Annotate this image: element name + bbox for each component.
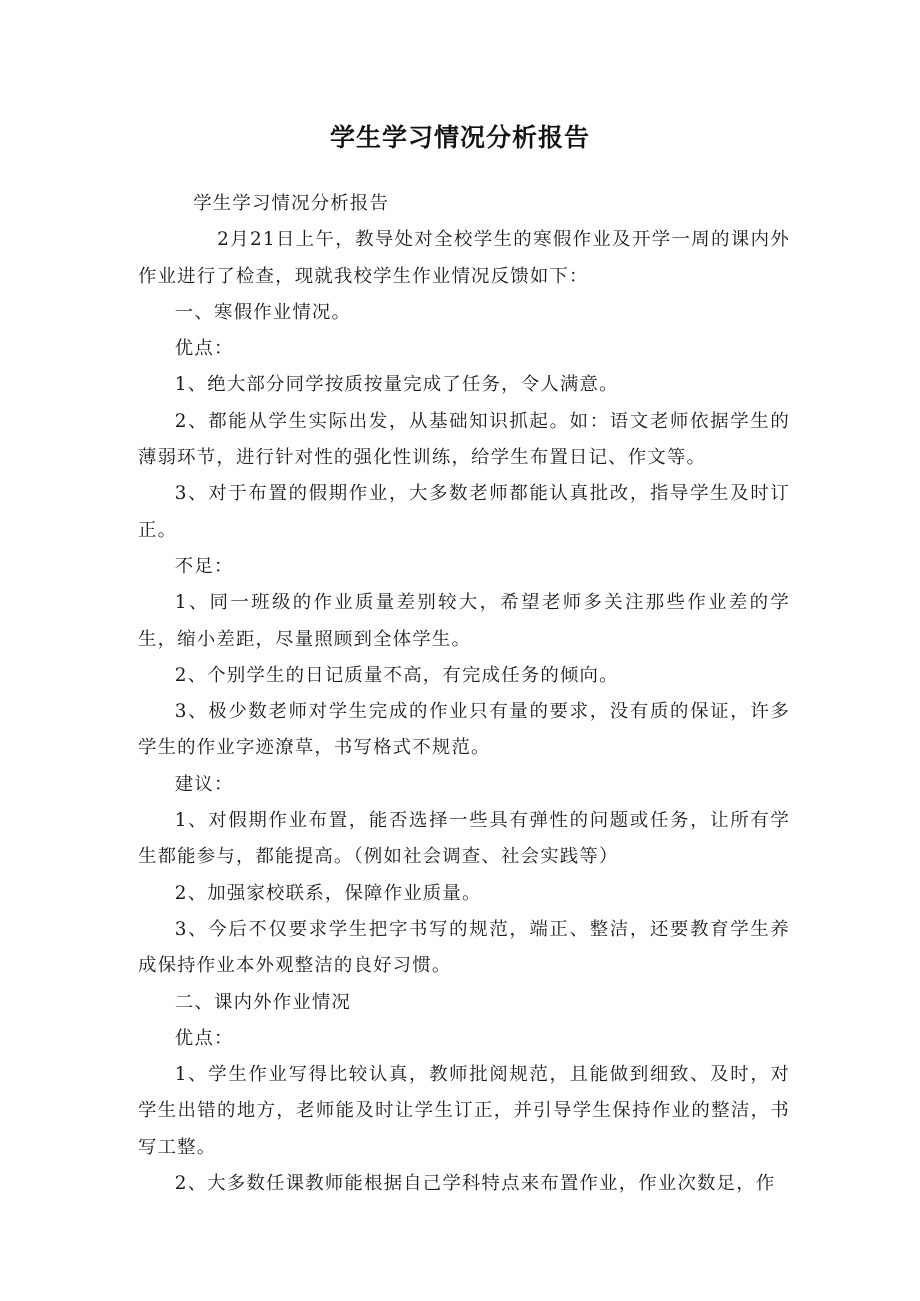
section-heading-class-homework: 二、课内外作业情况 [174,991,352,1013]
list-item: 1、同一班级的作业质量差别较大，希望老师多关注那些作业差的学生，缩小差距，尽量照顾到全体学生。 [138,592,790,650]
subheading-weaknesses: 不足： [174,555,234,577]
list-item: 1、对假期作业布置，能否选择一些具有弹性的问题或任务，让所有学生都能参与，都能提高。（例如社会调查、社会实践等） [138,810,790,868]
paragraph-intro: 2月21日上午，教导处对全校学生的寒假作业及开学一周的课内外作业进行了检查，现就我校学生作业情况反馈如下： [138,229,790,287]
section-heading-winter-homework: 一、寒假作业情况。 [174,301,352,323]
list-item: 1、绝大部分同学按质按量完成了任务，令人满意。 [174,374,619,396]
subheading-strengths: 优点： [174,1027,234,1049]
list-item: 2、大多数任课教师能根据自己学科特点来布置作业，作业次数足，作 [174,1173,776,1195]
list-item: 2、都能从学生实际出发，从基础知识抓起。如：语文老师依据学生的薄弱环节，进行针对性的强化性训练，给学生布置日记、作文等。 [138,410,790,469]
subheading-strengths: 优点： [174,338,234,360]
list-item: 2、个别学生的日记质量不高，有完成任务的倾向。 [174,664,619,686]
list-item: 3、极少数老师对学生完成的作业只有量的要求，没有质的保证，许多学生的作业字迹潦草，书写格式不规范。 [138,701,790,759]
subheading-suggestions: 建议： [174,773,234,795]
sub-title: 学生学习情况分析报告 [193,193,390,214]
list-item: 3、对于布置的假期作业，大多数老师都能认真批改，指导学生及时订正。 [138,483,790,541]
list-item: 3、今后不仅要求学生把字书写的规范，端正、整洁，还要教育学生养成保持作业本外观整洁的良好习惯。 [138,918,790,977]
list-item: 1、学生作业写得比较认真，教师批阅规范，且能做到细致、及时，对学生出错的地方，老师能及时让学生订正，并引导学生保持作业的整洁，书写工整。 [138,1064,790,1158]
list-item: 2、加强家校联系，保障作业质量。 [174,882,482,904]
document-body [138,186,790,1202]
document-title: 学生学习情况分析报告 [329,123,590,152]
